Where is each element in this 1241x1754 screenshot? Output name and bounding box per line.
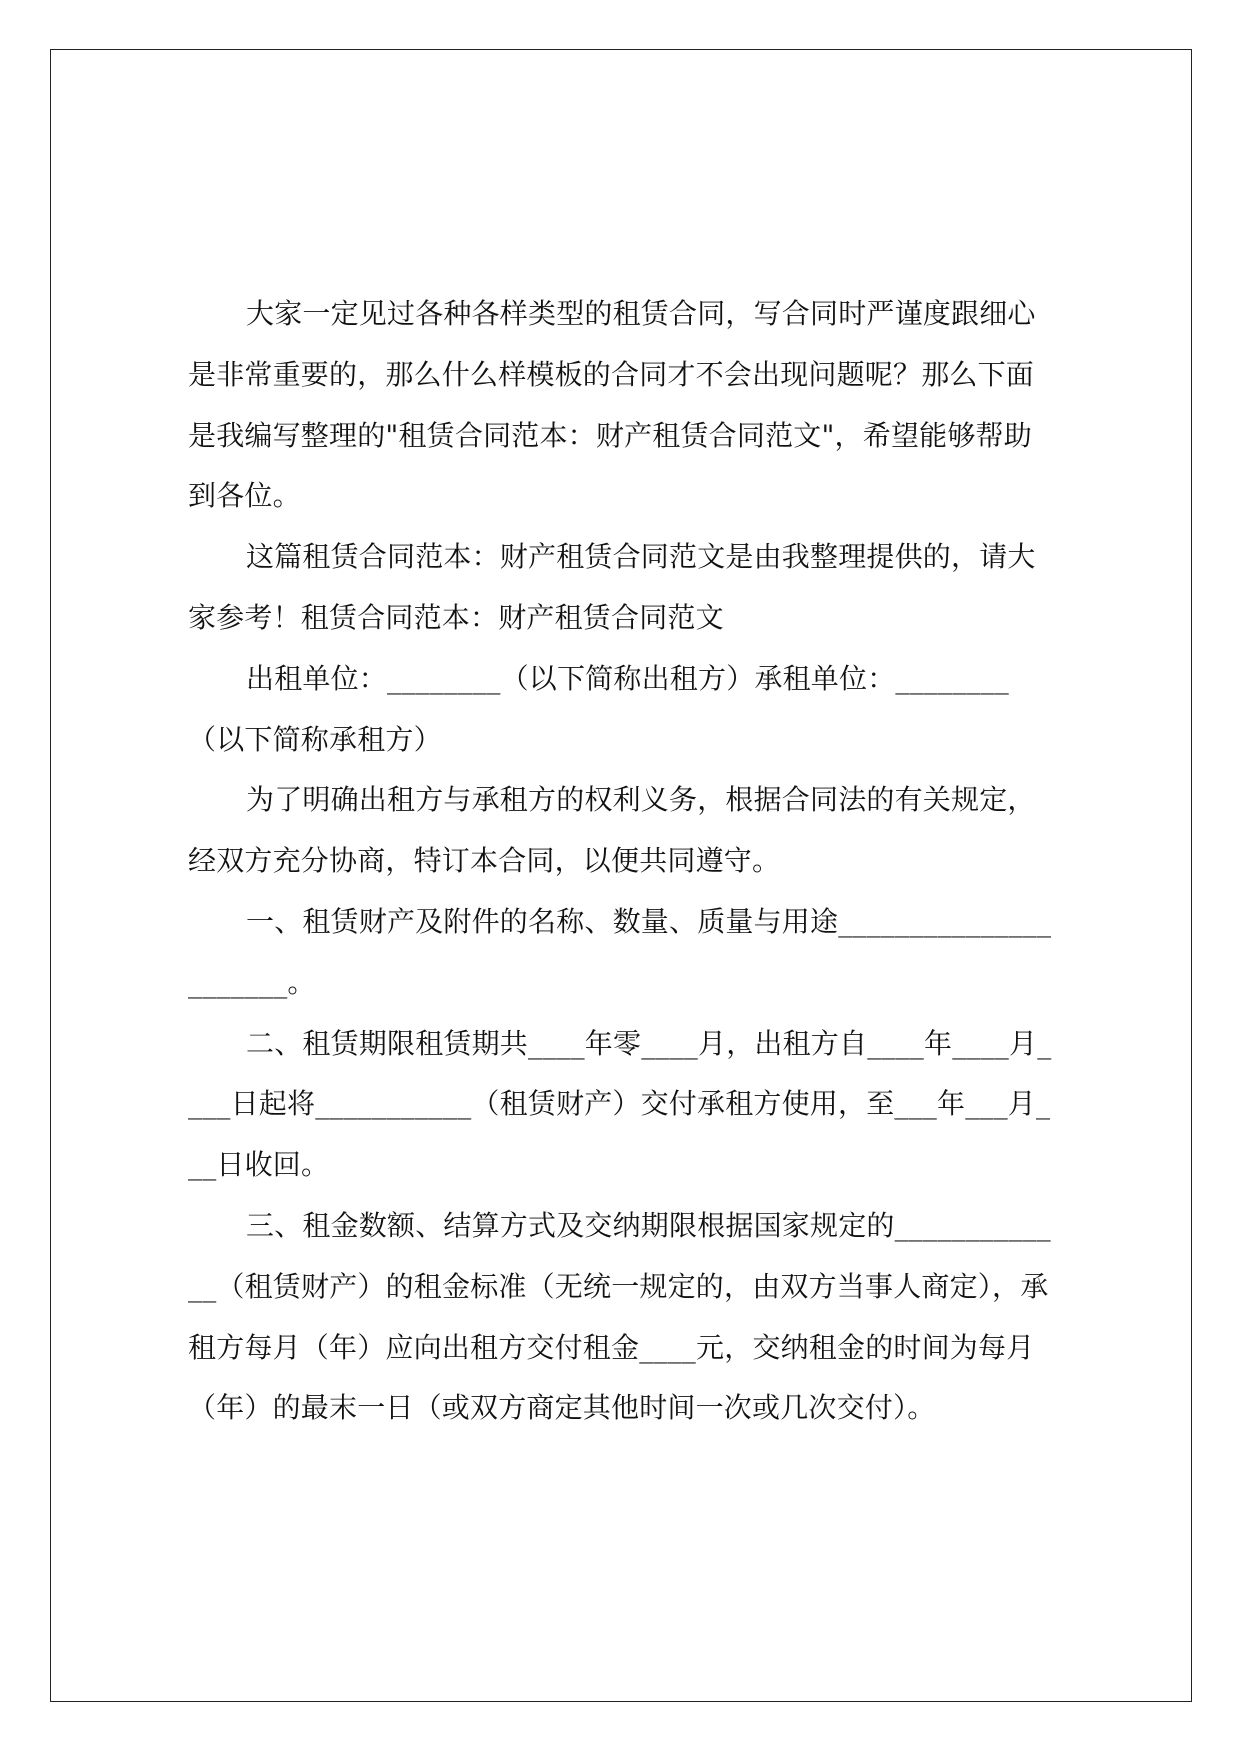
intro-paragraph: 大家一定见过各种各样类型的租赁合同，写合同时严谨度跟细心是非常重要的，那么什么样模板的合同才不会出现问题呢？那么下面是我编写整理的"租赁合同范本：财产租赁合同范文"，希望能够帮助到各位。: [188, 297, 1036, 513]
document-body: [188, 284, 1060, 1439]
source-paragraph: 这篇租赁合同范本：财产租赁合同范文是由我整理提供的，请大家参考！租赁合同范本：财产租赁合同范文: [188, 540, 1036, 634]
clause-2-paragraph: 二、租赁期限租赁期共____年零____月，出租方自____年____月____日起将___________（租赁财产）交付承租方使用，至___年___月___日收回。: [188, 1026, 1052, 1182]
purpose-paragraph: 为了明确出租方与承租方的权利义务，根据合同法的有关规定，经双方充分协商，特订本合同，以便共同遵守。: [188, 783, 1036, 878]
parties-paragraph: 出租单位：________（以下简称出租方）承租单位：________（以下简称承租方）: [188, 661, 1010, 756]
clause-3-paragraph: 三、租金数额、结算方式及交纳期限根据国家规定的_____________（租赁财产）的租金标准（无统一规定的，由双方当事人商定），承租方每月（年）应向出租方交付租金____元，交纳租金的时间为每月（年）的最末一日（或双方商定其他时间一次或几次交付）。: [188, 1208, 1051, 1425]
clause-1-paragraph: 一、租赁财产及附件的名称、数量、质量与用途______________________。: [188, 904, 1052, 999]
